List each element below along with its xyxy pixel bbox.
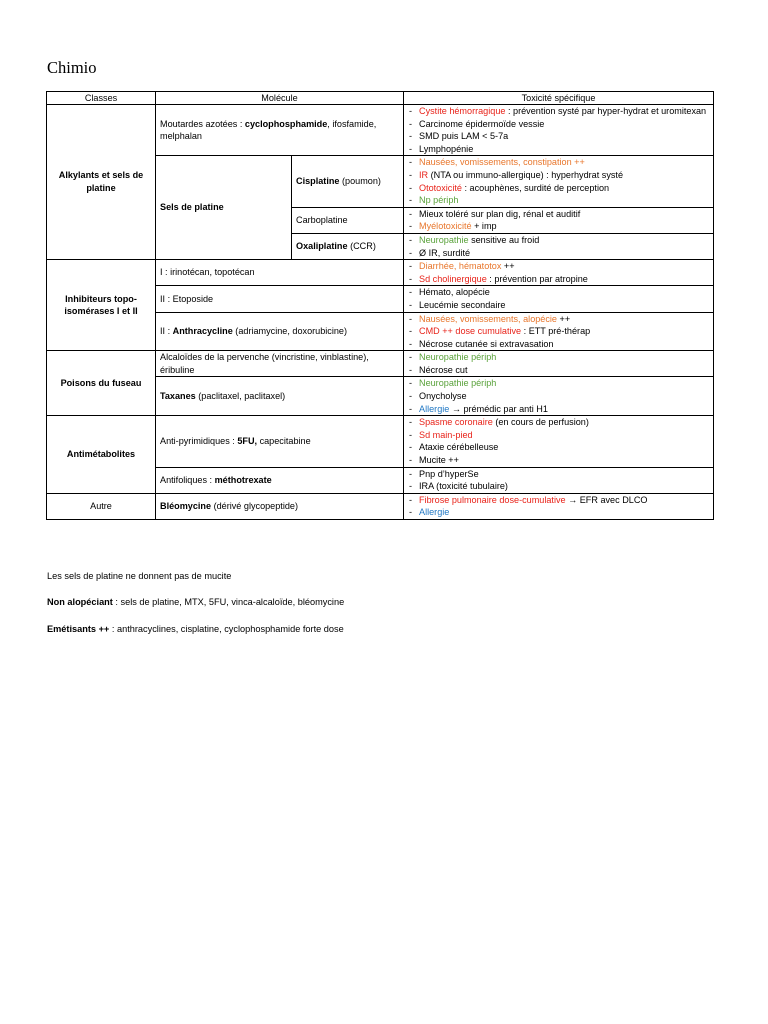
text-run: Oxaliplatine [296,241,348,252]
bullet-dash: - [409,182,413,193]
toxicity-item [408,247,709,260]
bullet-dash: - [409,221,413,232]
toxicity-cell [404,233,714,259]
toxicity-item [408,234,709,247]
toxicity-text [419,364,709,377]
toxicity-text [419,313,709,326]
bullet-dash: - [409,429,413,440]
bullet-dash: - [409,287,413,298]
table-row [47,351,714,377]
text-run: Nausées, vomissements, alopécie [419,313,557,324]
text-run: Cisplatine [296,176,340,187]
bullet-dash: - [409,261,413,272]
table-row [47,105,714,156]
molecule-cell [156,260,404,286]
text-run: Ataxie cérébelleuse [419,442,499,453]
toxicity-text [419,143,709,156]
text-run: II : [160,326,173,337]
text-run: → EFR avec DLCO [565,494,648,505]
bullet-dash: - [409,326,413,337]
text-run: I : irinotécan, topotécan [160,267,255,278]
text-run: Ototoxicité [419,182,462,193]
text-run: Fibrose pulmonaire dose-cumulative [419,494,566,505]
sub-molecule-cell [292,233,404,259]
toxicity-text [419,403,709,416]
text-run: (en cours de perfusion) [492,417,589,428]
toxicity-text [419,247,709,260]
text-run: Sd main-pied [419,429,473,440]
bullet-dash: - [409,391,413,402]
note-non-alopeciant [47,596,344,608]
bullet-dash: - [409,403,413,414]
molecule-group-cell: Sels de platine [156,156,292,260]
molecule-cell [156,377,404,416]
toxicity-text [419,390,709,403]
text-run: Allergie [419,403,450,414]
class-cell: Antimétabolites [47,416,156,494]
bullet-dash: - [409,378,413,389]
text-run: Nausées, vomissements, constipation ++ [419,157,585,168]
toxicity-cell [404,377,714,416]
toxicity-item [408,260,709,273]
molecule-cell [156,416,404,467]
bullet-dash: - [409,143,413,154]
bullet-dash: - [409,417,413,428]
bullet-dash: - [409,273,413,284]
toxicity-text [419,208,709,221]
toxicity-text [419,130,709,143]
toxicity-text [419,156,709,169]
bullet-dash: - [409,352,413,363]
header-toxicity: Toxicité spécifique [404,92,714,105]
toxicity-item [408,182,709,195]
bullet-dash: - [409,494,413,505]
toxicity-item [408,351,709,364]
text-run: Antifoliques : [160,474,215,485]
text-run: + imp [471,221,497,232]
bullet-dash: - [409,455,413,466]
toxicity-item [408,325,709,338]
text-run: sensitive au froid [468,234,540,245]
bullet-dash: - [409,481,413,492]
toxicity-text [419,480,709,493]
toxicity-cell [404,286,714,312]
text-run: Lymphopénie [419,143,474,154]
text-run: ++ [557,313,571,324]
chemo-table [46,91,714,520]
text-run: Emétisants ++ [47,624,110,634]
text-run: méthotrexate [214,474,272,485]
text-run: Allergie [419,507,450,518]
toxicity-item [408,390,709,403]
sub-molecule-cell [292,207,404,233]
text-run: Taxanes [160,391,196,402]
note-mucite [47,570,231,582]
text-run: : acouphènes, surdité de perception [461,182,610,193]
toxicity-item [408,441,709,454]
toxicity-cell [404,260,714,286]
toxicity-text [419,182,709,195]
toxicity-text [419,429,709,442]
text-run: Pnp d’hyperSe [419,468,479,479]
toxicity-item [408,156,709,169]
toxicity-text [419,506,709,519]
toxicity-text [419,299,709,312]
molecule-cell [156,312,404,351]
text-run: Carboplatine [296,215,348,226]
text-run: Cystite hémorragique [419,106,506,116]
toxicity-cell [404,416,714,467]
bullet-dash: - [409,106,413,116]
text-run: Hémato, alopécie [419,287,490,298]
toxicity-item [408,286,709,299]
text-run: Diarrhée, hématotox [419,261,502,272]
bullet-dash: - [409,338,413,349]
bullet-dash: - [409,364,413,375]
text-run: : prévention par atropine [486,273,588,284]
bullet-dash: - [409,299,413,310]
text-run: Alcaloïdes de la pervenche (vincristine, vinblastine), éribuline [160,352,369,375]
text-run: Neuropathie [419,234,469,245]
text-run: Onycholyse [419,391,467,402]
toxicity-item [408,169,709,182]
text-run: ++ [501,261,515,272]
toxicity-text [419,441,709,454]
toxicity-item [408,118,709,131]
text-run: Bléomycine [160,501,212,512]
bullet-dash: - [409,131,413,142]
text-run: SMD puis LAM < 5-7a [419,131,509,142]
toxicity-item [408,220,709,233]
toxicity-text [419,234,709,247]
text-run: IRA (toxicité tubulaire) [419,481,508,492]
toxicity-item [408,480,709,493]
header-molecule: Molécule [156,92,404,105]
text-run: II : Etoposide [160,293,214,304]
molecule-cell [156,105,404,156]
toxicity-cell [404,105,714,156]
text-run: Anti-pyrimidiques : [160,436,238,447]
toxicity-item [408,313,709,326]
toxicity-cell [404,467,714,493]
bullet-dash: - [409,195,413,206]
text-run: Leucémie secondaire [419,299,506,310]
bullet-dash: - [409,169,413,180]
text-run: 5FU, [237,436,258,447]
bullet-dash: - [409,313,413,324]
class-cell: Inhibiteurs topo-isomérases I et II [47,260,156,351]
molecule-cell [156,467,404,493]
toxicity-text [419,416,709,429]
molecule-cell [156,351,404,377]
toxicity-item [408,299,709,312]
toxicity-item [408,494,709,507]
text-run: : ETT pré-thérap [521,326,591,337]
text-run: Carcinome épidermoïde vessie [419,118,545,129]
header-row [47,92,714,105]
toxicity-item [408,416,709,429]
bullet-dash: - [409,247,413,258]
text-run: capecitabine [257,436,311,447]
text-run: Moutardes azotées : [160,118,245,129]
toxicity-item [408,454,709,467]
toxicity-item [408,208,709,221]
toxicity-text [419,454,709,467]
text-run: Nécrose cutanée si extravasation [419,338,554,349]
toxicity-text [419,286,709,299]
class-cell: Alkylants et sels de platine [47,105,156,260]
toxicity-text [419,351,709,364]
text-run: Neuropathie périph [419,378,497,389]
toxicity-text [419,377,709,390]
toxicity-item [408,143,709,156]
text-run: (adriamycine, doxorubicine) [232,326,348,337]
text-run: cyclophosphamide [244,118,328,129]
text-run: (dérivé glycopeptide) [211,501,298,512]
sub-molecule-cell [292,156,404,207]
table-row [47,260,714,286]
text-run: (poumon) [339,176,381,187]
toxicity-item [408,429,709,442]
toxicity-item [408,364,709,377]
page-title: Chimio [47,58,97,77]
table-row [47,493,714,519]
text-run: Myélotoxicité [419,221,472,232]
toxicity-item [408,468,709,481]
bullet-dash: - [409,208,413,219]
toxicity-text [419,468,709,481]
text-run: Nécrose cut [419,364,468,375]
table-row [47,416,714,467]
class-cell: Poisons du fuseau [47,351,156,416]
bullet-dash: - [409,157,413,168]
text-run: (CCR) [347,241,376,252]
toxicity-cell [404,207,714,233]
toxicity-text [419,169,709,182]
text-run: Anthracycline [172,326,233,337]
toxicity-cell [404,351,714,377]
toxicity-cell [404,312,714,351]
toxicity-item [408,506,709,519]
toxicity-text [419,194,709,207]
toxicity-item [408,338,709,351]
bullet-dash: - [409,507,413,518]
toxicity-item [408,194,709,207]
text-run: Ø IR, surdité [419,247,471,258]
bullet-dash: - [409,234,413,245]
text-run: → prémédic par anti H1 [449,403,548,414]
toxicity-text [419,325,709,338]
toxicity-text [419,260,709,273]
text-run: Les sels de platine ne donnent pas de mucite [47,571,232,581]
toxicity-cell [404,156,714,207]
bullet-dash: - [409,118,413,129]
class-cell: Autre [47,493,156,519]
toxicity-text [419,220,709,233]
text-run: : anthracyclines, cisplatine, cyclophosphamide forte dose [109,624,344,634]
text-run: (paclitaxel, paclitaxel) [195,391,286,402]
bullet-dash: - [409,468,413,479]
note-emetisants [47,623,344,635]
toxicity-item [408,377,709,390]
header-classes: Classes [47,92,156,105]
toxicity-item [408,105,709,118]
molecule-cell [156,493,404,519]
molecule-cell [156,286,404,312]
toxicity-text [419,273,709,286]
text-run: : sels de platine, MTX, 5FU, vinca-alcaloïde, bléomycine [112,597,345,607]
text-run: Spasme coronaire [419,417,493,428]
text-run: Non alopéciant [47,597,113,607]
toxicity-text [419,494,709,507]
toxicity-cell [404,493,714,519]
toxicity-text [419,105,709,118]
toxicity-text [419,118,709,131]
text-run: Mucite ++ [419,455,459,466]
text-run: (NTA ou immuno-allergique) : hyperhydrat systé [428,169,624,180]
text-run: Neuropathie périph [419,352,497,363]
text-run: : prévention systé par hyper-hydrat et uromitexan [505,106,707,116]
text-run: Np périph [419,195,459,206]
text-run: IR [419,169,429,180]
toxicity-item [408,403,709,416]
text-run: CMD ++ dose cumulative [419,326,522,337]
text-run: Sd cholinergique [419,273,487,284]
bullet-dash: - [409,442,413,453]
text-run: Mieux toléré sur plan dig, rénal et auditif [419,208,581,219]
text-run: , ifosfamide, melphalan [160,118,377,142]
toxicity-text [419,338,709,351]
toxicity-item [408,273,709,286]
toxicity-item [408,130,709,143]
